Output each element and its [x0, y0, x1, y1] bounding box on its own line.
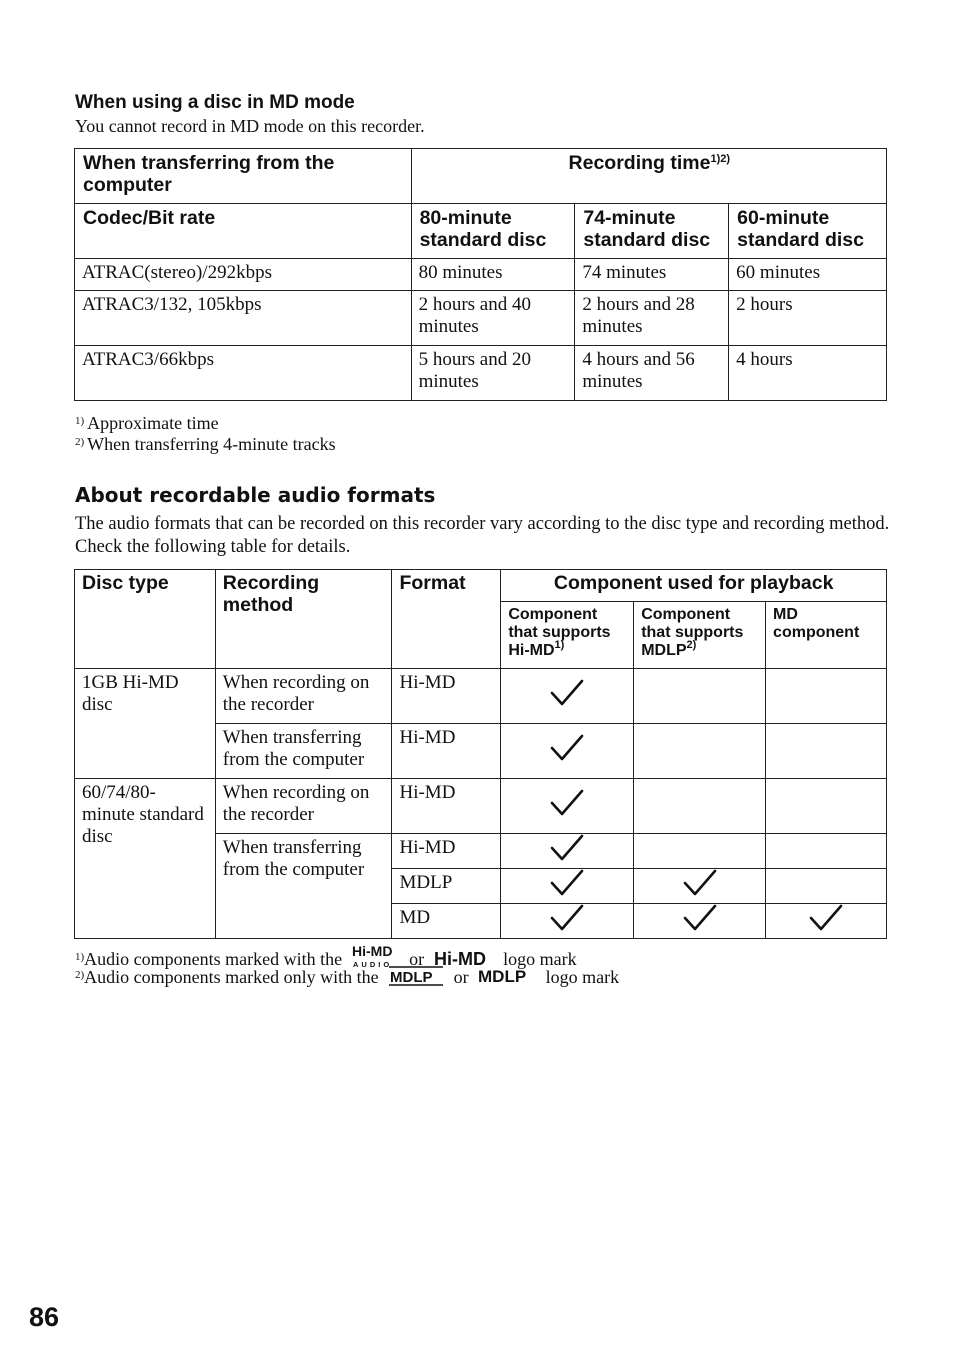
- check-cell: [766, 779, 887, 834]
- check-mark-icon: [550, 734, 584, 762]
- header-md-component: MD component: [766, 602, 887, 669]
- table-cell: 4 hours and 56 minutes: [575, 346, 729, 401]
- check-mark-icon: [550, 789, 584, 817]
- svg-text:MDLP: MDLP: [390, 969, 433, 986]
- disc-type-cell: 1GB Hi-MD disc: [75, 669, 216, 779]
- header-mdlp-component: Component that supports MDLP$^{2)}$: [634, 602, 766, 669]
- page-number: 86: [29, 1302, 60, 1332]
- svg-text:Hi-MD: Hi-MD: [433, 949, 486, 968]
- recording-time-table: [74, 148, 887, 401]
- mdlp-logo-icon: [478, 966, 536, 991]
- method-cell: When recording on the recorder: [215, 669, 392, 724]
- format-cell: Hi-MD: [392, 834, 501, 869]
- header-himd-component: Component that supports Hi-MD$^{1)}$: [501, 602, 634, 669]
- table-cell: 60 minutes: [729, 259, 887, 291]
- table-cell: 2 hours and 40 minutes: [411, 291, 575, 346]
- check-cell: [766, 869, 887, 904]
- check-cell: [501, 724, 634, 779]
- header-74min: 74-minute standard disc: [575, 204, 729, 259]
- table-row: [75, 669, 887, 724]
- table-cell: ATRAC3/66kbps: [75, 346, 412, 401]
- format-cell: Hi-MD: [392, 669, 501, 724]
- header-disc-type: Disc type: [75, 570, 216, 669]
- footnote-himd: $^{1)}$Audio components marked with the Hi-MD AUDIO or Hi-MD logo mark: [75, 942, 577, 973]
- method-cell: When transferring from the computer: [215, 724, 392, 779]
- table-cell: 2 hours and 28 minutes: [575, 291, 729, 346]
- check-cell: [766, 834, 887, 869]
- section-heading-md-mode: When using a disc in MD mode: [75, 92, 355, 113]
- format-cell: Hi-MD: [392, 779, 501, 834]
- check-cell: [634, 904, 766, 939]
- check-mark-icon: [550, 904, 584, 932]
- footnote-mdlp: $^{2)}$Audio components marked only with the MDLP or MDLP logo mark: [75, 966, 619, 991]
- check-cell: [501, 834, 634, 869]
- table-cell: 74 minutes: [575, 259, 729, 291]
- table-cell: 5 hours and 20 minutes: [411, 346, 575, 401]
- check-cell: [766, 669, 887, 724]
- check-cell: [634, 834, 766, 869]
- check-mark-icon: [683, 869, 717, 897]
- format-cell: MD: [392, 904, 501, 939]
- table-header-row: [75, 149, 887, 204]
- table-header-row: [75, 570, 887, 602]
- header-80min: 80-minute standard disc: [411, 204, 575, 259]
- table-row: [75, 291, 887, 346]
- table-cell: ATRAC3/132, 105kbps: [75, 291, 412, 346]
- check-cell: [766, 904, 887, 939]
- section-heading-audio-formats: About recordable audio formats: [75, 483, 436, 507]
- table-cell: 80 minutes: [411, 259, 575, 291]
- header-format: Format: [392, 570, 501, 669]
- table-cell: 4 hours: [729, 346, 887, 401]
- method-cell: When recording on the recorder: [215, 779, 392, 834]
- audio-formats-table: [74, 569, 887, 939]
- header-recording-time: Recording time$^{1)2)}$: [411, 149, 886, 204]
- check-mark-icon: [550, 679, 584, 707]
- footnote-2: $^{2)}$ When transferring 4-minute tracks: [75, 434, 336, 454]
- svg-text:Hi-MD: Hi-MD: [351, 943, 393, 959]
- format-cell: MDLP: [392, 869, 501, 904]
- check-cell: [634, 724, 766, 779]
- check-mark-icon: [809, 904, 843, 932]
- check-cell: [634, 779, 766, 834]
- check-cell: [634, 869, 766, 904]
- md-mode-intro: You cannot record in MD mode on this recorder.: [75, 116, 425, 136]
- header-recording-method: Recording method: [215, 570, 392, 669]
- method-cell: When transferring from the computer: [215, 834, 392, 939]
- table-cell: ATRAC(stereo)/292kbps: [75, 259, 412, 291]
- footnote-1: $^{1)}$ Approximate time: [75, 413, 219, 433]
- disc-type-cell: 60/74/80-minute standard disc: [75, 779, 216, 939]
- check-cell: [501, 904, 634, 939]
- svg-text:MDLP: MDLP: [478, 967, 527, 986]
- table-row: [75, 779, 887, 834]
- table-row: [75, 346, 887, 401]
- check-mark-icon: [550, 834, 584, 862]
- table-header-row: [75, 204, 887, 259]
- header-component: Component used for playback: [501, 570, 887, 602]
- mdlp-boxed-logo-icon: [388, 966, 444, 991]
- header-codec: Codec/Bit rate: [75, 204, 412, 259]
- header-60min: 60-minute standard disc: [729, 204, 887, 259]
- check-cell: [501, 869, 634, 904]
- check-mark-icon: [683, 904, 717, 932]
- check-mark-icon: [550, 869, 584, 897]
- check-cell: [766, 724, 887, 779]
- table-cell: 2 hours: [729, 291, 887, 346]
- check-cell: [501, 669, 634, 724]
- format-cell: Hi-MD: [392, 724, 501, 779]
- audio-formats-paragraph: The audio formats that can be recorded on this recorder vary according to the disc type and recording method. Check the following table for details.: [75, 514, 890, 557]
- table-row: [75, 259, 887, 291]
- svg-text:AUDIO: AUDIO: [352, 960, 392, 968]
- check-cell: [634, 669, 766, 724]
- check-cell: [501, 779, 634, 834]
- header-transferring: When transferring from the computer: [75, 149, 412, 204]
